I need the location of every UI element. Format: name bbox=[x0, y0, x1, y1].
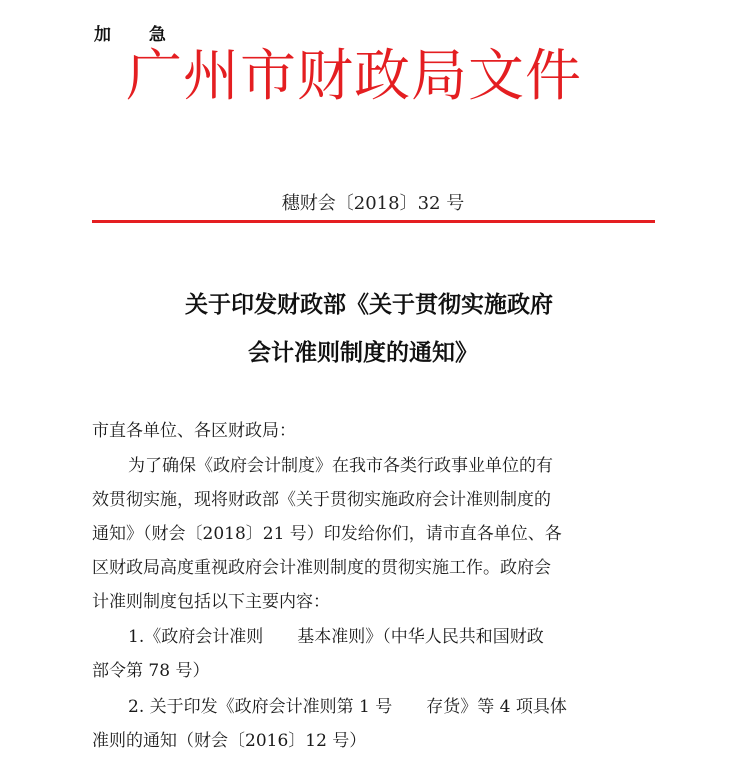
salutation: 市直各单位、各区财政局： bbox=[92, 421, 296, 441]
document-title-line-1: 关于印发财政部《关于贯彻实施政府 bbox=[185, 292, 553, 318]
list-item-1: 1.《政府会计准则 基本准则》（中华人民共和国财政 bbox=[128, 627, 544, 647]
body-line: 区财政局高度重视政府会计准则制度的贯彻实施工作。政府会 bbox=[92, 558, 551, 578]
document-number: 穗财会〔2018〕32 号 bbox=[281, 193, 465, 214]
red-header-divider bbox=[92, 220, 655, 223]
list-item-2: 2. 关于印发《政府会计准则第 1 号 存货》等 4 项具体 bbox=[128, 697, 567, 717]
urgency-label: 加 急 bbox=[94, 25, 182, 45]
body-line: 为了确保《政府会计制度》在我市各类行政事业单位的有 bbox=[128, 456, 553, 476]
document-title-line-2: 会计准则制度的通知》 bbox=[248, 340, 478, 366]
list-item-2-continued: 准则的通知（财会〔2016〕12 号） bbox=[92, 731, 367, 751]
body-line: 通知》（财会〔2018〕21 号）印发给你们，请市直各单位、各 bbox=[92, 524, 562, 544]
issuer-title: 广州市财政局文件 bbox=[126, 44, 582, 109]
body-line: 计准则制度包括以下主要内容： bbox=[92, 592, 330, 612]
body-line: 效贯彻实施，现将财政部《关于贯彻实施政府会计准则制度的 bbox=[92, 490, 551, 510]
list-item-1-continued: 部令第 78 号） bbox=[92, 661, 210, 681]
